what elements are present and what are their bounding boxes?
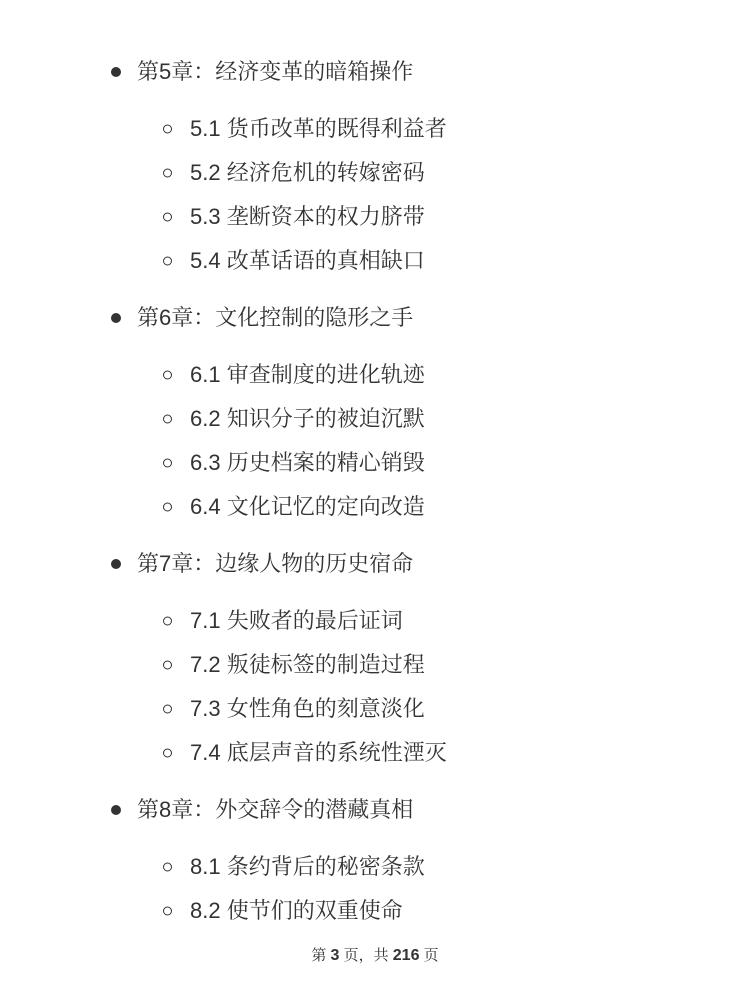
section-title: 5.4 改革话语的真相缺口 bbox=[190, 248, 425, 273]
footer-middle: 页，共 bbox=[339, 947, 393, 964]
toc-section bbox=[0, 687, 750, 731]
page-footer bbox=[0, 946, 750, 966]
footer-prefix: 第 bbox=[311, 947, 331, 964]
toc-section bbox=[0, 397, 750, 441]
section-title: 7.1 失败者的最后证词 bbox=[190, 608, 403, 633]
toc-section bbox=[0, 731, 750, 775]
footer-current-page: 3 bbox=[330, 947, 340, 964]
section-title: 6.4 文化记忆的定向改造 bbox=[190, 494, 425, 519]
section-title: 8.1 条约背后的秘密条款 bbox=[190, 854, 425, 879]
chapter-sections bbox=[0, 599, 750, 775]
section-title: 5.3 垄断资本的权力脐带 bbox=[190, 204, 425, 229]
section-title: 7.2 叛徒标签的制造过程 bbox=[190, 652, 425, 677]
section-title: 6.1 审查制度的进化轨迹 bbox=[190, 362, 425, 387]
toc-section bbox=[0, 107, 750, 151]
toc-section bbox=[0, 353, 750, 397]
toc-chapter bbox=[0, 296, 750, 529]
toc-section bbox=[0, 889, 750, 933]
chapter-sections bbox=[0, 845, 750, 933]
toc-chapter bbox=[0, 542, 750, 775]
chapter-title: 第5章：经济变革的暗箱操作 bbox=[0, 50, 750, 94]
section-title: 7.4 底层声音的系统性湮灭 bbox=[190, 740, 447, 765]
chapter-title: 第8章：外交辞令的潜藏真相 bbox=[0, 788, 750, 832]
toc-section bbox=[0, 195, 750, 239]
section-title: 8.2 使节们的双重使命 bbox=[190, 898, 403, 923]
toc-section bbox=[0, 845, 750, 889]
chapter-sections bbox=[0, 107, 750, 283]
footer-total-pages: 216 bbox=[392, 947, 420, 964]
toc-chapter bbox=[0, 788, 750, 933]
toc-section bbox=[0, 441, 750, 485]
toc-list bbox=[0, 50, 750, 933]
section-title: 5.1 货币改革的既得利益者 bbox=[190, 116, 447, 141]
chapter-title: 第7章：边缘人物的历史宿命 bbox=[0, 542, 750, 586]
section-title: 6.2 知识分子的被迫沉默 bbox=[190, 406, 425, 431]
chapter-title: 第6章：文化控制的隐形之手 bbox=[0, 296, 750, 340]
section-title: 5.2 经济危机的转嫁密码 bbox=[190, 160, 425, 185]
toc-section bbox=[0, 485, 750, 529]
section-title: 7.3 女性角色的刻意淡化 bbox=[190, 696, 425, 721]
chapter-sections bbox=[0, 353, 750, 529]
footer-suffix: 页 bbox=[419, 947, 439, 964]
toc-section bbox=[0, 643, 750, 687]
toc-section bbox=[0, 599, 750, 643]
toc-section bbox=[0, 151, 750, 195]
toc-chapter bbox=[0, 50, 750, 283]
toc-section bbox=[0, 239, 750, 283]
section-title: 6.3 历史档案的精心销毁 bbox=[190, 450, 425, 475]
